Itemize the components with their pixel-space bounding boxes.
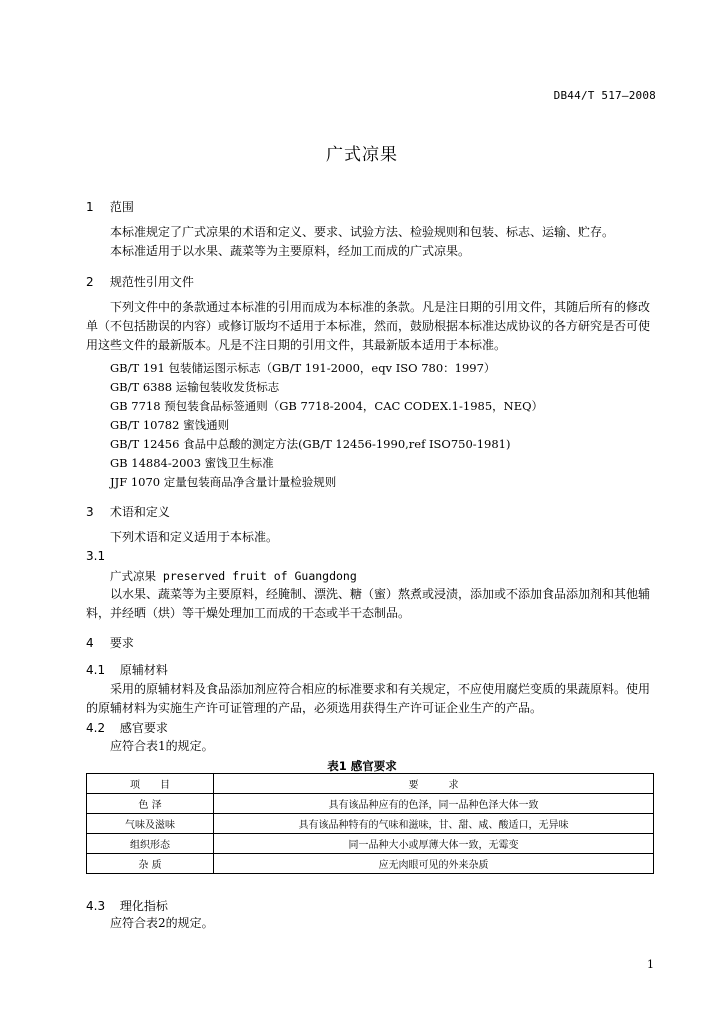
subsection-title: 感官要求 [119,721,168,735]
table-cell-requirement: 同一品种大小或厚薄大体一致，无霉变 [214,834,654,854]
physicochemical-text: 应符合表2的规定。 [110,916,214,930]
reference-item: GB 14884-2003 蜜饯卫生标准 [110,456,274,470]
section-title: 规范性引用文件 [109,275,194,289]
sensory-requirements-table [86,773,654,874]
table-cell-item: 杂 质 [87,854,214,874]
table-cell-item: 气味及滋味 [87,814,214,834]
reference-item: JJF 1070 定量包装商品净含量计量检验规则 [110,475,337,489]
table-row [87,814,654,834]
raw-materials-paragraph: 采用的原辅材料及食品添加剂应符合相应的标准要求和有关规定，不应使用腐烂变质的果蔬原料。使用的原辅材料为实施生产许可证管理的产品，必须选用获得生产许可证企业生产的产品。 [86,682,651,715]
section-number: 2 [86,275,94,289]
reference-item: GB/T 12456 食品中总酸的测定方法(GB/T 12456-1990,ref ISO750-1981) [110,437,511,451]
normative-references-intro: 下列文件中的条款通过本标准的引用而成为本标准的条款。凡是注日期的引用文件，其随后所有的修改单（不包括勘误的内容）或修订版均不适用于本标准，然而，鼓励根据本标准达成协议的各方研究是否可使用这些文件的最新版本。凡是不注日期的引用文件，其最新版本适用于本标准。 [86,300,651,352]
table-header-cell: 项 目 [87,774,214,794]
subsection-4-2-heading [86,719,168,736]
document-title: 广式凉果 [326,145,398,165]
table-cell-requirement: 应无肉眼可见的外来杂质 [214,854,654,874]
table-cell-requirement: 具有该品种应有的色泽，同一品种色泽大体一致 [214,794,654,814]
section-2-heading [86,273,194,290]
section-number: 3 [86,505,94,519]
subsection-number: 4.1 [86,663,106,677]
table-row [87,794,654,814]
reference-item: GB/T 10782 蜜饯通则 [110,418,230,432]
section-number: 1 [86,200,94,214]
section-1-heading [86,198,134,215]
term-definition: 以水果、蔬菜等为主要原料，经腌制、漂洗、糖（蜜）熬煮或浸渍，添加或不添加食品添加剂和其他辅料，并经晒（烘）等干燥处理加工而成的干态或半干态制品。 [86,587,651,620]
table-cell-item: 色 泽 [87,794,214,814]
subsection-number: 4.3 [86,899,106,913]
document-code: DB44/T 517—2008 [553,89,656,102]
terms-intro: 下列术语和定义适用于本标准。 [110,530,279,544]
section-title: 范围 [109,200,134,214]
subsection-title: 原辅材料 [119,663,168,677]
term-entry: 广式凉果 preserved fruit of Guangdong [110,569,357,583]
subsection-4-3-heading [86,897,168,914]
subsection-title: 理化指标 [119,899,168,913]
section-title: 术语和定义 [109,505,170,519]
scope-paragraph-2: 本标准适用于以水果、蔬菜等为主要原料，经加工而成的广式凉果。 [110,244,471,258]
reference-item: GB 7718 预包装食品标签通则（GB 7718-2004，CAC CODEX.1-1985，NEQ） [110,399,544,413]
reference-item: GB/T 6388 运输包装收发货标志 [110,380,280,394]
subsection-4-1-heading [86,661,168,678]
table-header-cell: 要 求 [214,774,654,794]
table-row [87,854,654,874]
subsection-number: 4.2 [86,721,106,735]
reference-item: GB/T 191 包装储运图示标志（GB/T 191-2000，eqv ISO 780：1997） [110,361,496,375]
page-number: 1 [647,958,654,971]
section-3-heading [86,503,170,520]
table-cell-requirement: 具有该品种特有的气味和滋味，甘、甜、咸、酸适口，无异味 [214,814,654,834]
table-row [87,834,654,854]
scope-paragraph-1: 本标准规定了广式凉果的术语和定义、要求、试验方法、检验规则和包装、标志、运输、贮存。 [110,225,615,239]
table-cell-item: 组织形态 [87,834,214,854]
sensory-requirements-text: 应符合表1的规定。 [110,739,214,753]
section-number: 4 [86,636,94,650]
subsection-3-1-number: 3.1 [86,549,106,563]
section-4-heading [86,634,134,651]
section-title: 要求 [109,636,134,650]
table-1-caption: 表1 感官要求 [327,759,397,773]
table-header-row [87,774,654,794]
